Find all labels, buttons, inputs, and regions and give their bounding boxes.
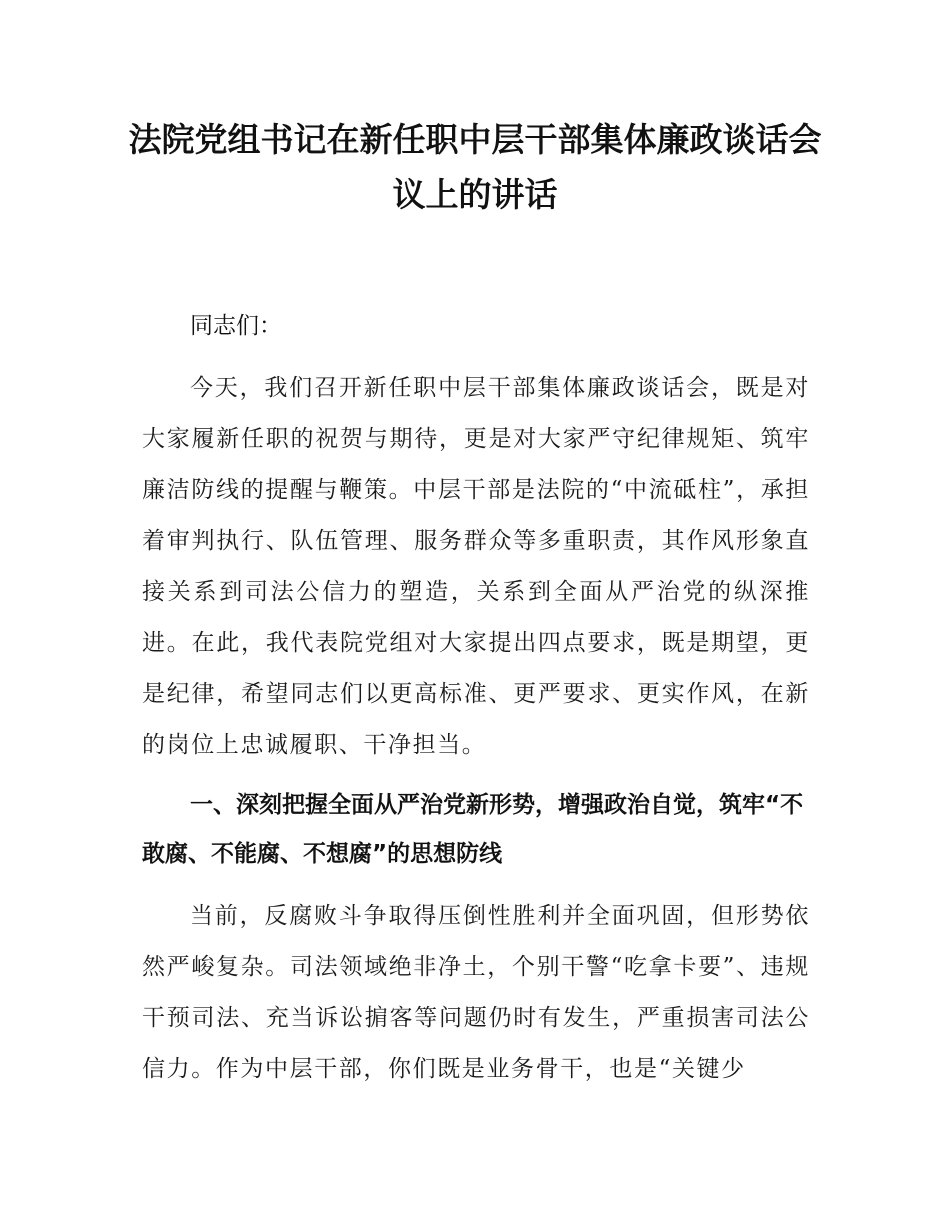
- section-heading-1: 一、深刻把握全面从严治党新形势，增强政治自觉，筑牢“不敢腐、不能腐、不想腐”的思想防线: [142, 792, 804, 867]
- body-paragraph-1: 今天，我们召开新任职中层干部集体廉政谈话会，既是对大家履新任职的祝贺与期待，更是对大家严守纪律规矩、筑牢廉洁防线的提醒与鞭策。中层干部是法院的“中流砥柱”，承担着审判执行、队伍管理、服务群众等多重职责，其作风形象直接关系到司法公信力的塑造，关系到全面从严治党的纵深推进。在此，我代表院党组对大家提出四点要求，既是期望，更是纪律，希望同志们以更高标准、更严要求、更实作风，在新的岗位上忠诚履职、干净担当。: [142, 375, 810, 758]
- body-paragraph-2: 当前，反腐败斗争取得压倒性胜利并全面巩固，但形势依然严峻复杂。司法领域绝非净土，个别干警“吃拿卡要”、违规干预司法、充当诉讼掮客等问题仍时有发生，严重损害司法公信力。作为中层干部，你们既是业务骨干，也是“关键少: [142, 903, 810, 1082]
- salutation: 同志们：: [190, 313, 282, 339]
- document-title: 法院党组书记在新任职中层干部集体廉政谈话会议上的讲话: [128, 120, 822, 214]
